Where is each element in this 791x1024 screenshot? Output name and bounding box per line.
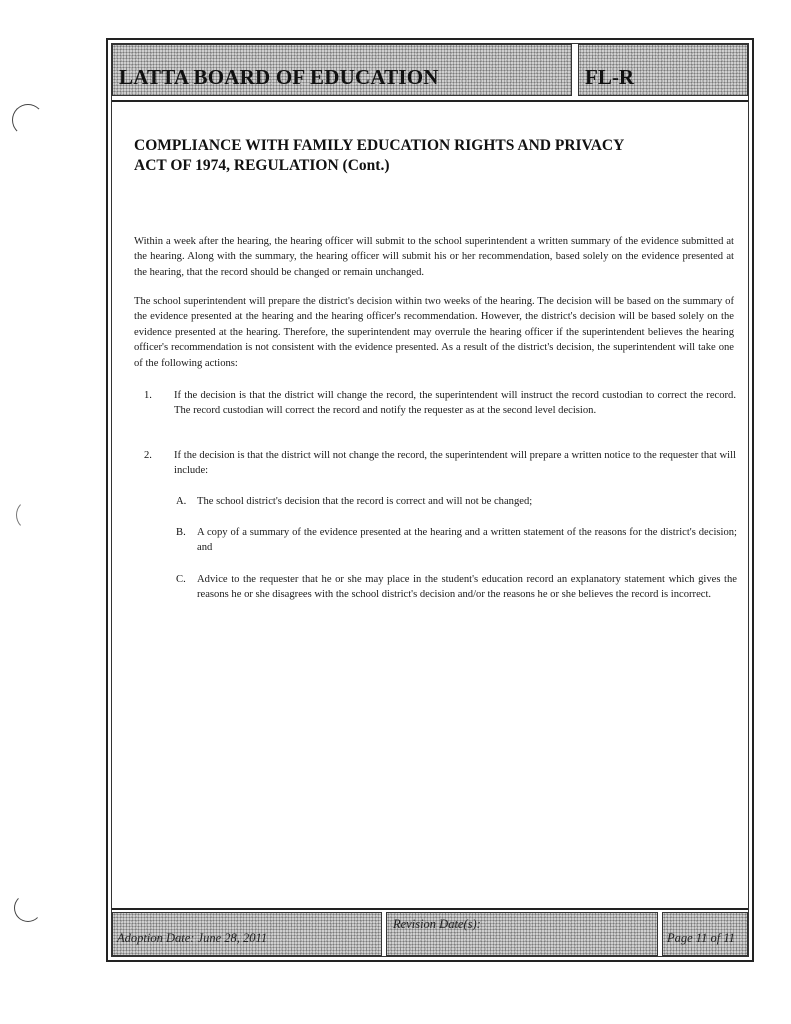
- paragraph: The school superintendent will prepare the district's decision within two weeks of the hearing. The decision will be based on the summary of the evidence presented at the hearing and the hearing officer's recommendation. However, the district's decision will be based solely on the evidence presented at the hearing. Therefore, the superintendent may overrule the hearing officer if the superintendent believes the hearing officer's recommendation is not consistent with the evidence presented. As a result of the district's decision, the superintendent will take one of the following actions:: [134, 296, 734, 369]
- page-number-box: [662, 912, 748, 956]
- board-name: LATTA BOARD OF EDUCATION: [119, 65, 439, 89]
- sublist-item-text: The school district's decision that the record is correct and will not be changed;: [197, 496, 533, 507]
- hole-punch-mark-bottom: [14, 894, 42, 922]
- paragraph: Within a week after the hearing, the hearing officer will submit to the school superintendent a written summary of the evidence submitted at the hearing. Along with the summary, the hearing officer will submit his or her recommendation, based solely on the evidence presented at the hearing, that the record should be changed or remain unchanged.: [134, 236, 734, 278]
- footer-divider: [112, 908, 748, 910]
- document-title-line-1: COMPLIANCE WITH FAMILY EDUCATION RIGHTS AND PRIVACY: [134, 137, 625, 154]
- document-title-line-2: ACT OF 1974, REGULATION (Cont.): [134, 157, 390, 174]
- hole-punch-mark-top: [12, 104, 44, 136]
- hole-punch-mark-middle: [16, 500, 44, 530]
- document-title: [134, 136, 694, 176]
- sublist-letter: C.: [176, 574, 186, 585]
- policy-code-box: [578, 44, 748, 96]
- sublist-letter: B.: [176, 527, 186, 538]
- adoption-date-box: [112, 912, 382, 956]
- header-divider: [112, 100, 748, 102]
- sublist-item-text: A copy of a summary of the evidence presented at the hearing and a written statement of the reasons for the district's decision; and: [197, 527, 737, 554]
- header-banner: [112, 44, 572, 96]
- list-number: 2.: [144, 450, 152, 461]
- sublist-letter: A.: [176, 496, 187, 507]
- list-number: 1.: [144, 390, 152, 401]
- sublist-item-text: Advice to the requester that he or she may place in the student's education record an explanatory statement which gives the reasons he or she disagrees with the school district's decision and/or the reasons he or she believes the record is incorrect.: [197, 574, 737, 601]
- document-frame: [106, 38, 754, 962]
- adoption-date: Adoption Date: June 28, 2011: [117, 931, 268, 945]
- list-item-text: If the decision is that the district will not change the record, the superintendent will prepare a written notice to the requester that will include:: [174, 450, 736, 477]
- revision-dates-box: [386, 912, 658, 956]
- page-number: Page 11 of 11: [667, 931, 735, 945]
- policy-code: FL-R: [585, 65, 634, 89]
- revision-dates: Revision Date(s):: [393, 917, 481, 931]
- list-item-text: If the decision is that the district will change the record, the superintendent will instruct the record custodian to correct the record. The record custodian will correct the record and notify the requester as at the second level decision.: [174, 390, 736, 417]
